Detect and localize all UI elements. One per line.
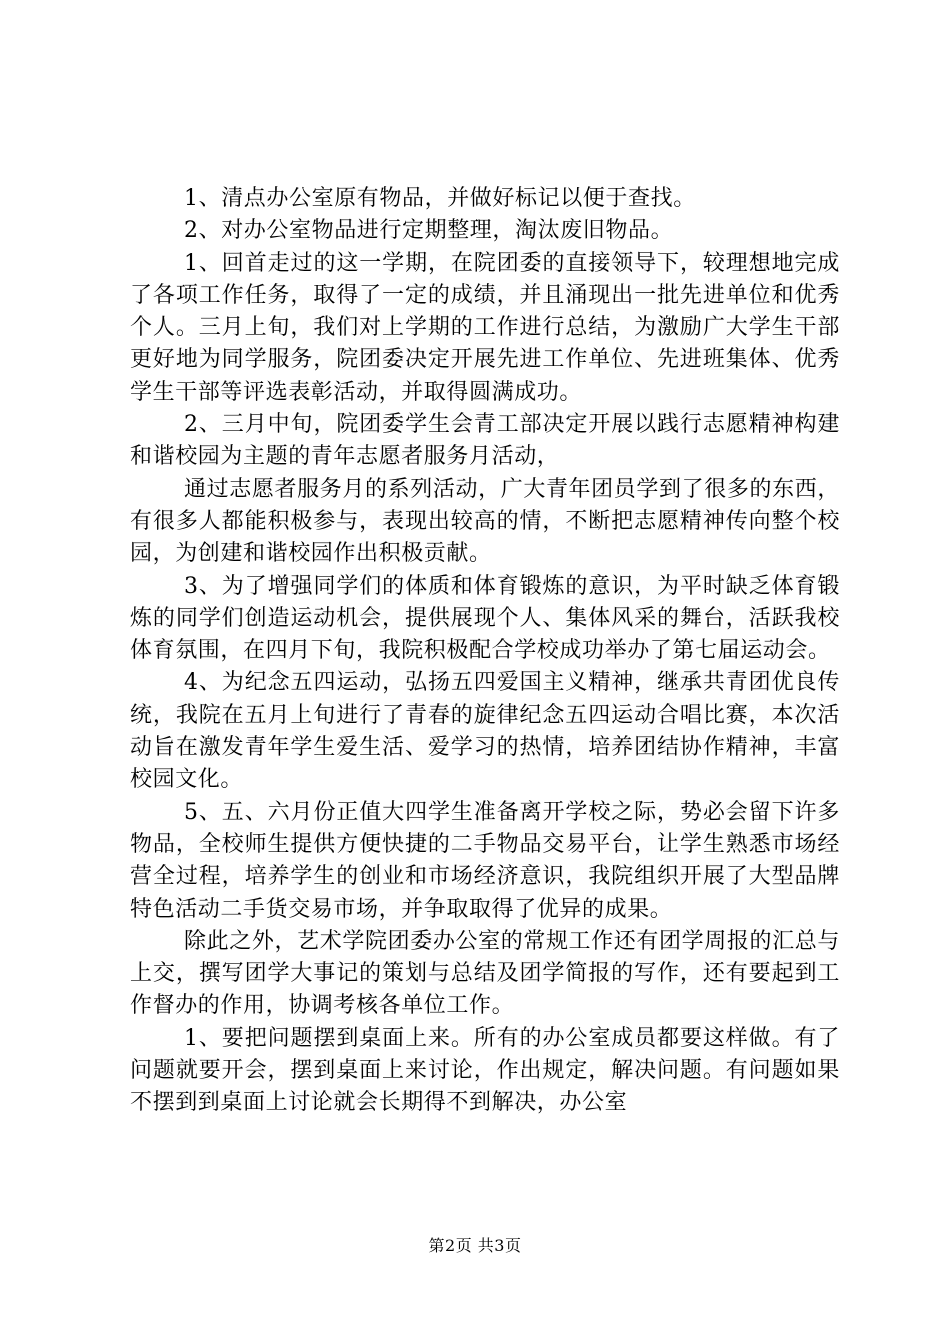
- page-number-label: 第2页 共3页: [428, 1236, 522, 1255]
- paragraph-2: 2、对办公室物品进行定期整理，淘汰废旧物品。: [184, 218, 674, 244]
- paragraph-1: 1、清点办公室原有物品，并做好标记以便于查找。: [184, 186, 696, 211]
- paragraph-8: 5、五、六月份正值大四学生准备离开学校之际，势必会留下许多物品，全校师生提供方便快捷的二手物品交易平台，让学生熟悉市场经营全过程，培养学生的创业和市场经济意识，我院组织开展了大型品牌特色活动二手货交易市场，并争取取得了优异的成果。: [130, 799, 840, 922]
- paragraph-10: 1、要把问题摆到桌面上来。所有的办公室成员都要这样做。有了问题就要开会，摆到桌面上来讨论，作出规定，解决问题。有问题如果不摆到到桌面上讨论就会长期得不到解决，办公室: [130, 1025, 840, 1116]
- paragraph-9: 除此之外，艺术学院团委办公室的常规工作还有团学周报的汇总与上交，撰写团学大事记的策划与总结及团学简报的写作，还有要起到工作督办的作用，协调考核各单位工作。: [130, 928, 840, 1019]
- paragraph-6: 3、为了增强同学们的体质和体育锻炼的意识，为平时缺乏体育锻炼的同学们创造运动机会，提供展现个人、集体风采的舞台，活跃我校体育氛围，在四月下旬，我院积极配合学校成功举办了第七届运动会。: [130, 573, 840, 664]
- page-footer: [0, 1236, 950, 1256]
- paragraph-7: 4、为纪念五四运动，弘扬五四爱国主义精神，继承共青团优良传统，我院在五月上旬进行了青春的旋律纪念五四运动合唱比赛，本次活动旨在激发青年学生爱生活、爱学习的热情，培养团结协作精神，丰富校园文化。: [130, 670, 840, 793]
- paragraph-4: 2、三月中旬，院团委学生会青工部决定开展以践行志愿精神构建和谐校园为主题的青年志愿者服务月活动，: [130, 412, 840, 470]
- document-body: [130, 183, 840, 1120]
- paragraph-3: 1、回首走过的这一学期，在院团委的直接领导下，较理想地完成了各项工作任务，取得了一定的成绩，并且涌现出一批先进单位和优秀个人。三月上旬，我们对上学期的工作进行总结，为激励广大学生干部更好地为同学服务，院团委决定开展先进工作单位、先进班集体、优秀学生干部等评选表彰活动，并取得圆满成功。: [130, 250, 840, 405]
- paragraph-5: 通过志愿者服务月的系列活动，广大青年团员学到了很多的东西，有很多人都能积极参与，表现出较高的情，不断把志愿精神传向整个校园，为创建和谐校园作出积极贡献。: [130, 476, 840, 567]
